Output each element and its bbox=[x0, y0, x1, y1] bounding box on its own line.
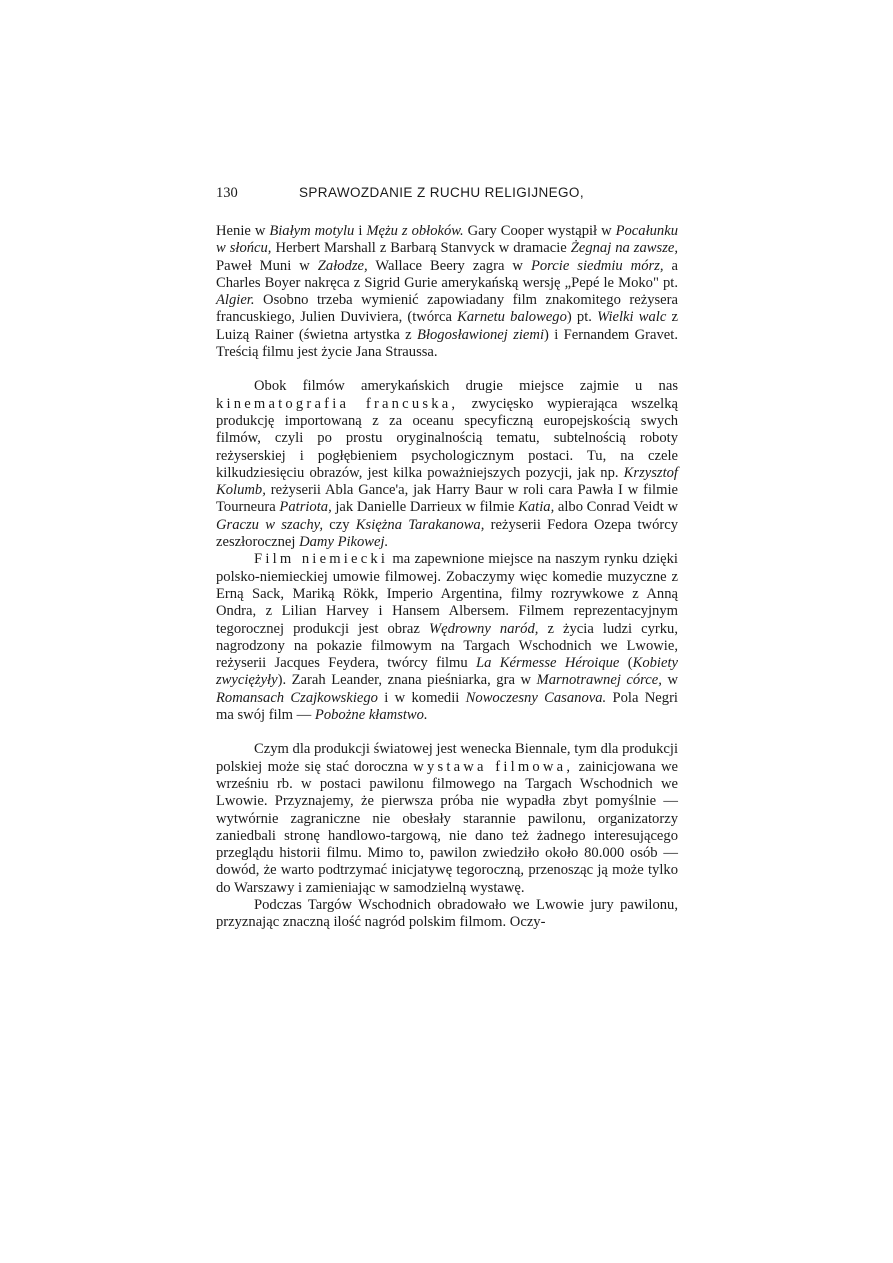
text-run: ). Zarah Leander, znana pieśniarka, gra w bbox=[277, 672, 537, 689]
running-head: SPRAWOZDANIE Z RUCHU RELIGIJNEGO, bbox=[299, 185, 584, 200]
italic-title: Mężu z obłoków. bbox=[366, 223, 464, 239]
text-run: i bbox=[354, 223, 367, 239]
italic-title: Żegnaj na zawsze, bbox=[570, 240, 678, 257]
text-run: Pola Negri ma swój film — bbox=[216, 689, 678, 724]
text-run: ) pt. bbox=[566, 309, 598, 326]
italic-title: Karnetu balowego bbox=[457, 309, 567, 326]
text-run: Henie w bbox=[216, 223, 270, 239]
page-number: 130 bbox=[216, 185, 238, 201]
italic-title: Marnotrawnej córce, bbox=[536, 672, 662, 689]
text-run: Paweł Muni w bbox=[216, 257, 318, 274]
text-run: reżyserii Abla Gance'a, jak Harry Baur w roli cara Pawła I w filmie Tourneura bbox=[216, 482, 678, 516]
italic-title: Kobiety zwyciężyły bbox=[216, 655, 678, 689]
text-run: z życia ludzi cyrku, nagrodzony na pokazie filmowym na Targach Wschodnich we Lwowie, reżyserii Jacques Feydera, twórcy filmu bbox=[216, 620, 679, 672]
text-run: ( bbox=[619, 655, 633, 672]
italic-title: Katia, bbox=[518, 499, 555, 516]
italic-title: Wielki walc bbox=[597, 309, 667, 326]
text-run: Gary Cooper wystąpił w bbox=[463, 223, 616, 239]
italic-title: Patriota, bbox=[279, 499, 332, 516]
text-run: i w komedii bbox=[377, 689, 466, 706]
paragraph bbox=[216, 378, 678, 551]
italic-title: Białym motylu bbox=[269, 223, 355, 239]
text-run: Herbert Marshall z Barbarą Stanvyck w dramacie bbox=[271, 240, 571, 257]
text-run: Czym dla produkcji światowej jest wenecka Biennale, tym dla produkcji polskiej może się stać doroczna bbox=[216, 741, 678, 775]
paragraph bbox=[216, 897, 678, 932]
italic-title: Algier. bbox=[216, 292, 255, 309]
italic-title: Damy Pikowej. bbox=[299, 534, 389, 551]
italic-title: La Kérmesse Héroique bbox=[476, 655, 620, 672]
paragraph bbox=[216, 741, 678, 897]
spaced-emphasis: wystawa filmowa, bbox=[413, 758, 574, 775]
italic-title: Pocałunku w słońcu, bbox=[216, 223, 678, 257]
text-run: ma zapewnione miejsce na naszym rynku dzięki polsko-niemieckiej umowie filmowej. Zobaczymy więc komedie muzyczne z Erną Sack, Mariką Rökk, Imperio Argentina, filmy rozrywkowe z Anną Ondra, z Lilian Harvey i Hansem Albersem. Filmem reprezentacyjnym tegorocznej produkcji jest obraz bbox=[216, 551, 678, 637]
italic-title: Pobożne kłamstwo. bbox=[314, 707, 428, 724]
text-run: ) i Fernandem Gravet. Treścią filmu jest życie Jana Straussa. bbox=[216, 326, 678, 361]
text-run: a Charles Boyer nakręca z Sigrid Gurie amerykańską wersję „Pepé le Moko" pt. bbox=[216, 257, 678, 291]
spaced-emphasis: kinematografia francuska, bbox=[216, 395, 459, 412]
page-header bbox=[216, 185, 678, 205]
paragraph bbox=[216, 551, 678, 724]
italic-title: Graczu w szachy, bbox=[216, 516, 323, 533]
text-run: reżyserii Fedora Ozepa twórcy zeszłorocznej bbox=[216, 516, 679, 551]
text-run: zainicjowana we wrześniu rb. w postaci pawilonu filmowego na Targach Wschodnich we Lwowie. Przyznajemy, że pierwsza próba nie wypadła zbyt pomyślnie — wytwórnie zagraniczne nie obesłały starannie pawilonu, organizatorzy zaniedbali stronę handlowo-targową, nie dano też żadnego interesującego przeglądu historii filmu. Mimo to, pawilon zwiedziło około 80.000 osób — dowód, że warto podtrzymać inicjatywę tegoroczną, przenosząc ją może tylko do Warszawy i zamieniając w samodzielną wystawę. bbox=[216, 758, 678, 896]
italic-title: Księżna Tarakanowa, bbox=[355, 516, 485, 533]
italic-title: Wędrowny naród, bbox=[428, 620, 539, 637]
text-run: Osobno trzeba wymienić zapowiadany film znakomitego reżysera francuskiego, Julien Duviviera, (twórca bbox=[216, 292, 678, 326]
italic-title: Porcie siedmiu mórz, bbox=[530, 257, 664, 274]
text-run: albo Conrad Veidt w bbox=[554, 499, 679, 516]
text-run: jak Danielle Darrieux w filmie bbox=[331, 499, 519, 516]
text-run: czy bbox=[323, 516, 356, 533]
text-run: Wallace Beery zagra w bbox=[367, 257, 531, 274]
italic-title: Załodze, bbox=[317, 257, 368, 274]
text-run: zwycięsko wypierająca wszelką produkcję importowaną z za oceanu specyficzną europejskością swych filmów, czyli po prostu oryginalnością tematu, subtelnością roboty reżyserskiej i pogłębieniem psychologicznym postaci. Tu, na czele kilkudziesięciu obrazów, jest kilka poważniejszych pozycji, jak np. bbox=[216, 395, 678, 481]
text-run: Podczas Targów Wschodnich obradowało we Lwowie jury pawilonu, przyznając znaczną ilość nagród polskim filmom. Oczy- bbox=[216, 896, 678, 931]
italic-title: Błogosławionej ziemi bbox=[417, 326, 544, 343]
text-run: Obok filmów amerykańskich drugie miejsce zajmie u nas bbox=[254, 378, 678, 395]
paragraph bbox=[216, 223, 678, 361]
italic-title: Krzysztof Kolumb, bbox=[216, 464, 678, 499]
text-run: z Luizą Rainer (świetna artystka z bbox=[216, 309, 678, 343]
text-run: w bbox=[661, 672, 678, 689]
body-text bbox=[216, 223, 678, 932]
italic-title: Romansach Czajkowskiego bbox=[216, 689, 378, 706]
spaced-emphasis: Film niemiecki bbox=[254, 551, 389, 568]
italic-title: Nowoczesny Casanova. bbox=[465, 689, 607, 706]
